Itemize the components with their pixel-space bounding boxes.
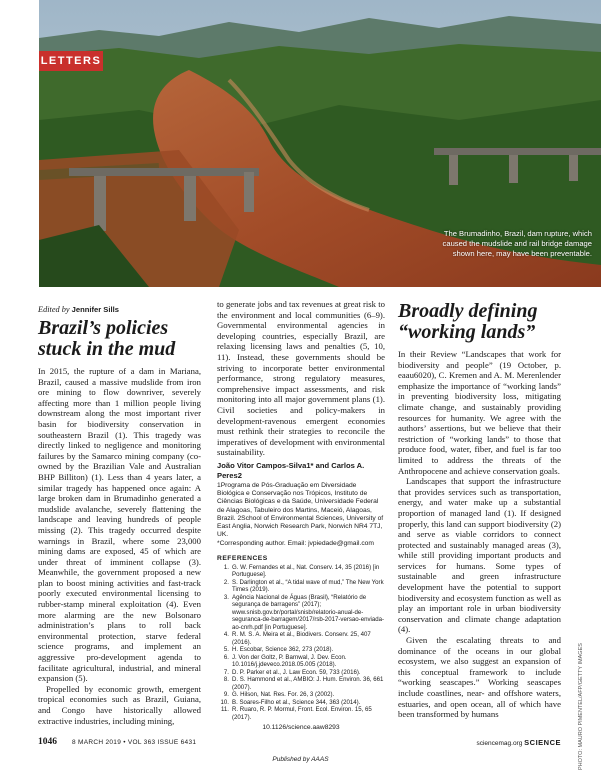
column-1	[38, 299, 201, 726]
reference-item: 9. G. Hilson, Nat. Res. For. 26, 3 (2002).	[223, 691, 335, 699]
editor-name: Jennifer Sills	[71, 305, 119, 314]
section-badge-letters: LETTERS	[39, 51, 103, 71]
reference-item: 10. B. Soares-Filho et al., Science 344, 363 (2014).	[220, 698, 361, 706]
journal-site	[476, 738, 561, 747]
reference-item: 3. Agência Nacional de Águas (Brasil), “Relatório de segurança de barragens” (2017); www.snisb.gov.br/portal/snisb/relatorio-anual-de-seguranca-de-barragem/2017/rsb-2017-versao-enviada-ao-cnrh.pdf [in Portuguese].	[223, 593, 385, 631]
paragraph: Landscapes that support the infrastructure that provides services such as transportation, energy, and water make up a substantial proportion of managed land (1). If designed properly, this land can support biodiversity (2) and serve as viable corridors to connect protected and sustainably managed areas (3), while still providing important products and services for humans. Some types of sustainable and green infrastructure development have the potential to support biodiversity and ecosystem function as well as play an important role in urban biodiversity conservation and climate change adaptation (4).	[398, 476, 561, 635]
published-by: Published by AAAS	[272, 756, 329, 763]
edited-by-line: Edited by Jennifer Sills	[38, 305, 119, 314]
reference-item: 1. G. W. Fernandes et al., Nat. Conserv. 14, 35 (2016) [in Portuguese].	[223, 563, 380, 579]
photo-credit: PHOTO: MAURO PIMENTEL/AFP/GETTY IMAGES	[578, 643, 584, 770]
reference-item: 4. R. M. S. A. Meira et al., Biodivers. Conserv. 25, 407 (2016).	[223, 631, 371, 646]
paragraph: In their Review “Landscapes that work for biodiversity and people” (19 October, p. eaau6020), C. Kremen and A. M. Merenlender emphasize the importance of “working lands” in preventing biodiversity loss, mitigating climate change, and sustainably providing resources for humanity. We agree with the authors’ assertions, but we believe that their restriction of “working lands” to those that produce food, water, fiber, and fuel is far too limited to address the threats of the Anthropocene and achieve conservation goals.	[398, 349, 561, 476]
journal-name: SCIENCE	[524, 738, 561, 747]
column-2	[217, 299, 385, 731]
letter-headline-brazil: Brazil’s policies stuck in the mud	[38, 317, 176, 360]
column-3	[398, 299, 561, 720]
photo-caption: The Brumadinho, Brazil, dam rupture, which caused the mudslide and rail bridge damage shown here, may have been preventable.	[442, 229, 592, 258]
reference-item: 6. J. Von der Goltz, P. Barnwal, J. Dev. Econ. 10.1016/j.jdeveco.2018.05.005 (2018).	[223, 653, 347, 669]
letter-body-continued	[217, 299, 385, 458]
paragraph: In 2015, the rupture of a dam in Mariana, Brazil, caused a massive mudslide from iron ore mining to flow downriver, severely affecting more than 1 million people living downstream along the most important river basin for biodiversity conservation in southeastern Brazil (1). This tragedy was directly linked to negligence and monitoring failures by the Samarco mining company (co-owned by the Brazilian Vale and Australian BHP Billiton) (1). Less than 4 years later, a similar tragedy has happened once again: A large broken dam in Brumadinho generated a mudslide avalanche, severely flattening the landscape and leaving hundreds of people missing (2). This tragedy occurred despite warnings in Brazil, where some 23,000 mining dams are exposed, 45 of which are under threat of imminent collapse (3). Meanwhile, the government proposed a new plan to boost mining activities and fast-track poorly executed environmental licensing to rubber-stamp mineral exploitation (4). Even more alarming are the new Bolsonaro administration’s plans to roll back environmental protection, starve federal science programs, and implement an aggressive pro-development agenda to facilitate agricultural, industrial, and mineral expansion (5).	[38, 366, 201, 684]
paragraph: Propelled by economic growth, emergent tropical economies such as Brazil, Guiana, and Congo have historically allowed extractive industries, including mining,	[38, 683, 201, 726]
references-list	[217, 564, 385, 722]
corresponding-author: *Corresponding author. Email: jvpiedade@gmail.com	[217, 540, 374, 548]
author-names: João Vitor Campos-Silva1* and Carlos A. Peres2	[217, 460, 365, 480]
references-heading: REFERENCES	[217, 554, 268, 562]
letter-headline-working-lands: Broadly defining “working lands”	[398, 300, 538, 343]
reference-item: 2. S. Darlington et al., “A tidal wave of mud,” The New York Times (2019).	[223, 578, 384, 594]
reference-item: 11. R. Ruaro, R. P. Mormul, Front. Ecol. Environ. 15, 65 (2017).	[220, 706, 372, 721]
issue-info: 8 MARCH 2019 • VOL 363 ISSUE 6431	[72, 739, 197, 746]
reference-item: 7. D. P. Parker et al., J. Law Econ. 59, 733 (2016).	[223, 668, 361, 676]
site-link[interactable]: sciencemag.org	[476, 740, 523, 747]
letter-body-working-lands	[398, 349, 561, 720]
doi-link[interactable]: 10.1126/science.aaw8293	[262, 724, 340, 732]
author-affiliations: 1Programa de Pós-Graduação em Diversidade Biológica e Conservação nos Trópicos, Instituto de Ciências Biológicas e da Saúde, Universidade Federal de Alagoas, Tabuleiro dos Martins, Maceió, Alagoas, Brazil. 2School of Environmental Sciences, University of East Anglia, Norwich Research Park, Norwich NR4 7TJ, UK.	[217, 481, 384, 539]
reference-item: 5. H. Escobar, Science 362, 273 (2018).	[223, 646, 334, 654]
page-number: 1046	[38, 737, 57, 747]
paragraph: Given the escalating threats to and dominance of the oceans in our global ecosystem, we also suggest an expansion of this conceptual framework to include “working seascapes.” Working seascapes include coastlines, near- and offshore waters, estuaries, and open ocean, all of which have been transformed by humans	[398, 635, 561, 720]
letter-body-brazil	[38, 366, 201, 726]
reference-item: 8. D. S. Hammond et al., AMBIO: J. Hum. Environ. 36, 661 (2007).	[223, 676, 384, 691]
paragraph: to generate jobs and tax revenues at great risk to the environment and local communities (6–9). Governmental environmental agencies in developing countries, especially Brazil, are relaxing licensing laws and penalties (5, 10, 11). Instead, these governments should be striving to incorporate better environmental performance, strong regulatory measures, comprehensive impact assessments, and risk monitoring into all major government plans (1). Civil societies and policy-makers in development-ravenous emergent economies must rethink their strategies to reconcile the imperatives of development with environmental sustainability.	[217, 299, 385, 458]
page-footer	[38, 737, 561, 751]
